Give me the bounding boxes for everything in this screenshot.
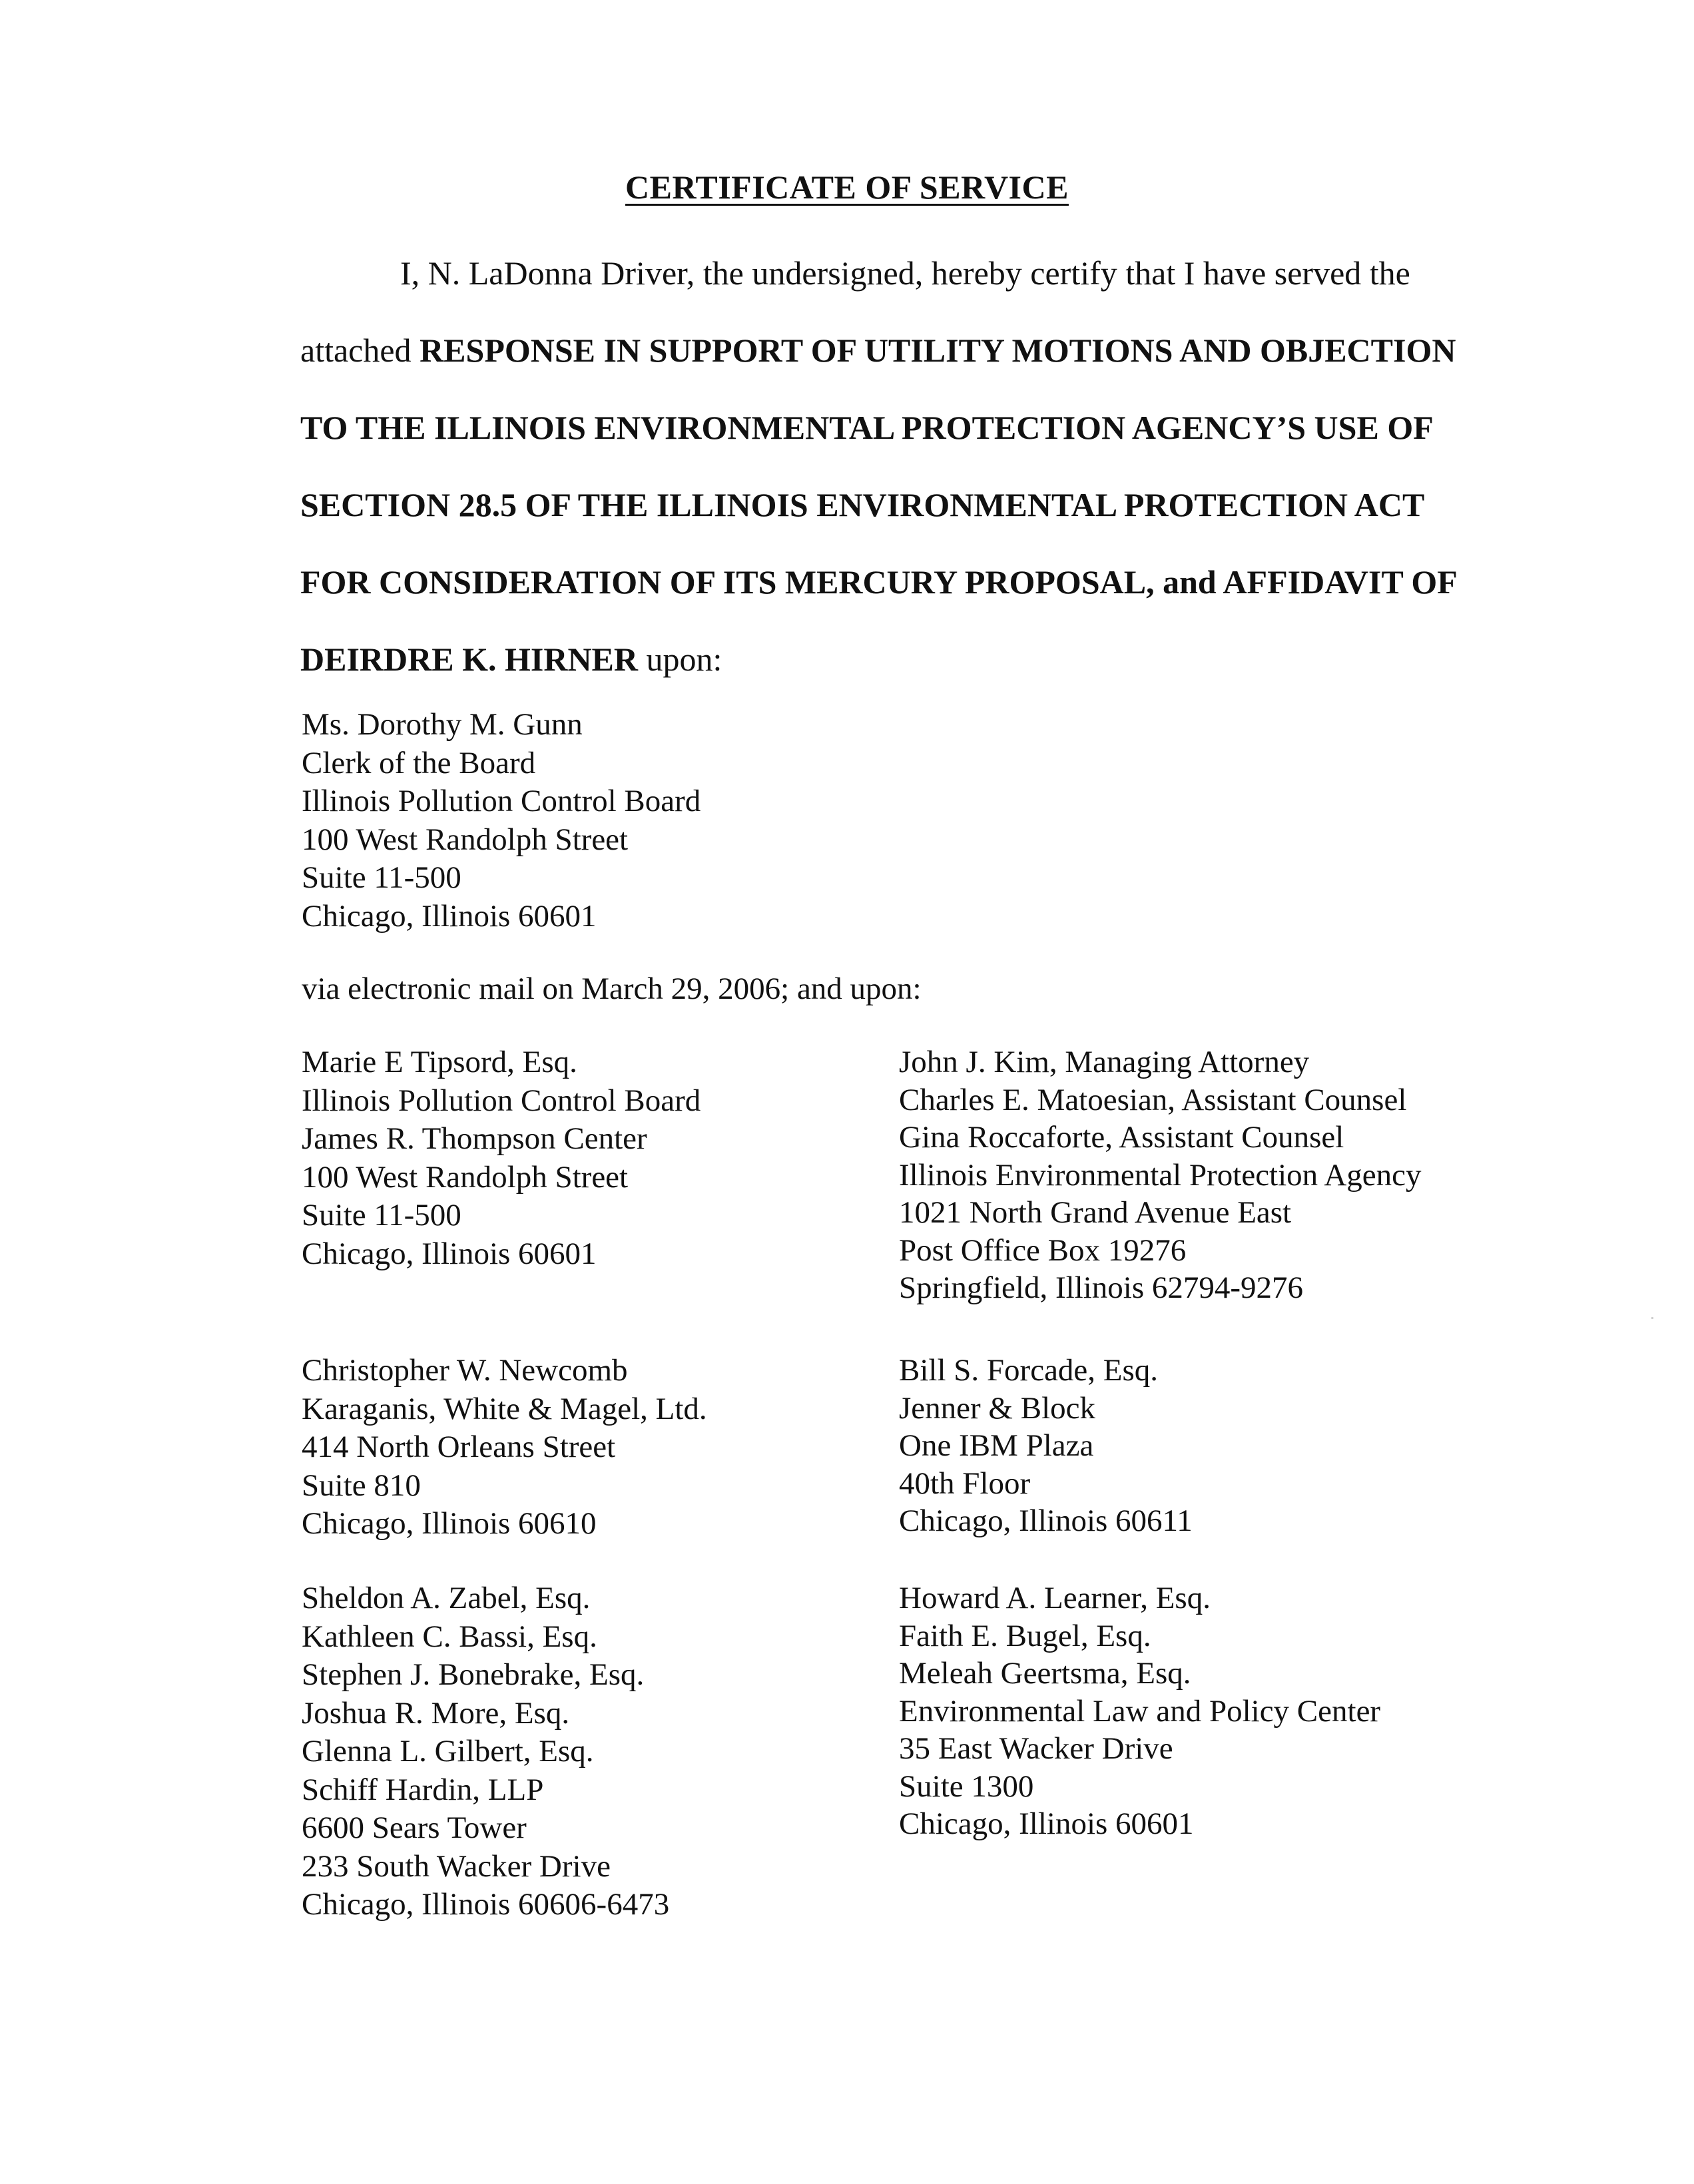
address-line: Chicago, Illinois 60606-6473 bbox=[302, 1887, 670, 1922]
address-line: Chicago, Illinois 60601 bbox=[899, 1806, 1194, 1841]
address-line: Christopher W. Newcomb bbox=[302, 1353, 628, 1388]
recipient-block-forcade bbox=[899, 1352, 1193, 1540]
address-line: Springfield, Illinois 62794-9276 bbox=[899, 1270, 1304, 1305]
scan-speck bbox=[1651, 1317, 1653, 1319]
recipient-block-zabel bbox=[302, 1579, 669, 1924]
address-line: Charles E. Matoesian, Assistant Counsel bbox=[899, 1082, 1407, 1117]
address-line: 1021 North Grand Avenue East bbox=[899, 1195, 1292, 1230]
intro-line-5 bbox=[300, 543, 1459, 621]
intro-line-4-bold: SECTION 28.5 OF THE ILLINOIS ENVIRONMENTAL PROTECTION ACT bbox=[300, 486, 1425, 523]
address-line: Chicago, Illinois 60610 bbox=[302, 1506, 597, 1541]
address-line: Joshua R. More, Esq. bbox=[302, 1695, 570, 1731]
address-line: Illinois Pollution Control Board bbox=[302, 1083, 701, 1118]
address-line: 414 North Orleans Street bbox=[302, 1430, 616, 1464]
address-line: Post Office Box 19276 bbox=[899, 1232, 1187, 1268]
recipient-block-iepa bbox=[899, 1043, 1422, 1307]
intro-line-3-bold: TO THE ILLINOIS ENVIRONMENTAL PROTECTION AGENCY’S USE OF bbox=[300, 409, 1434, 446]
intro-line-2-prefix: attached bbox=[300, 332, 420, 369]
address-line: 233 South Wacker Drive bbox=[302, 1848, 611, 1884]
address-line: 6600 Sears Tower bbox=[302, 1810, 527, 1845]
address-line: Howard A. Learner, Esq. bbox=[899, 1581, 1211, 1615]
address-line: Suite 11-500 bbox=[302, 1198, 461, 1232]
address-line: 40th Floor bbox=[899, 1466, 1031, 1501]
address-line: Chicago, Illinois 60601 bbox=[302, 1236, 597, 1271]
address-line: Illinois Pollution Control Board bbox=[302, 784, 701, 818]
address-line: Marie E Tipsord, Esq. bbox=[302, 1045, 577, 1079]
address-line: Meleah Geertsma, Esq. bbox=[899, 1656, 1191, 1691]
intro-line-5-bold: FOR CONSIDERATION OF ITS MERCURY PROPOSAL, and AFFIDAVIT OF bbox=[300, 563, 1458, 601]
address-line: Chicago, Illinois 60611 bbox=[899, 1503, 1193, 1538]
address-line: Stephen J. Bonebrake, Esq. bbox=[302, 1657, 645, 1692]
intro-line-6-bold: DEIRDRE K. HIRNER bbox=[300, 641, 639, 678]
address-line: Karaganis, White & Magel, Ltd. bbox=[302, 1391, 707, 1426]
document-title: CERTIFICATE OF SERVICE bbox=[625, 168, 1069, 206]
intro-line-1: I, N. LaDonna Driver, the undersigned, hereby certify that I have served the bbox=[400, 254, 1410, 292]
address-line: Kathleen C. Bassi, Esq. bbox=[302, 1619, 597, 1654]
address-line: Suite 11-500 bbox=[302, 860, 461, 895]
address-line: Bill S. Forcade, Esq. bbox=[899, 1353, 1159, 1388]
address-line: Clerk of the Board bbox=[302, 745, 536, 780]
service-method-text: via electronic mail on March 29, 2006; and upon: bbox=[302, 971, 922, 1006]
address-line: Faith E. Bugel, Esq. bbox=[899, 1618, 1151, 1653]
recipient-block-learner bbox=[899, 1579, 1380, 1843]
address-line: 100 West Randolph Street bbox=[302, 822, 629, 857]
address-line: James R. Thompson Center bbox=[302, 1121, 647, 1156]
address-line: Environmental Law and Policy Center bbox=[899, 1693, 1381, 1729]
address-line: Chicago, Illinois 60601 bbox=[302, 898, 597, 934]
address-line: Jenner & Block bbox=[899, 1390, 1095, 1426]
address-line: Schiff Hardin, LLP bbox=[302, 1772, 544, 1807]
intro-line-4 bbox=[300, 466, 1459, 543]
clerk-address-block bbox=[302, 706, 701, 936]
address-line: Suite 810 bbox=[302, 1468, 421, 1503]
address-line: Sheldon A. Zabel, Esq. bbox=[302, 1581, 591, 1615]
intro-line-6-suffix: upon: bbox=[638, 641, 722, 678]
address-line: 100 West Randolph Street bbox=[302, 1159, 629, 1195]
recipient-block-newcomb bbox=[302, 1352, 707, 1543]
certification-paragraph bbox=[300, 234, 1459, 698]
intro-line-2 bbox=[300, 312, 1459, 389]
intro-line-3 bbox=[300, 389, 1459, 466]
address-line: 35 East Wacker Drive bbox=[899, 1731, 1173, 1766]
address-line: Suite 1300 bbox=[899, 1769, 1034, 1804]
address-line: Illinois Environmental Protection Agency bbox=[899, 1157, 1422, 1193]
recipient-block-tipsord bbox=[302, 1043, 701, 1273]
intro-line-2-bold: RESPONSE IN SUPPORT OF UTILITY MOTIONS AND OBJECTION bbox=[420, 332, 1456, 369]
intro-line-6 bbox=[300, 621, 1459, 698]
address-line: Glenna L. Gilbert, Esq. bbox=[302, 1734, 594, 1769]
address-line: John J. Kim, Managing Attorney bbox=[899, 1045, 1310, 1079]
address-line: Gina Roccaforte, Assistant Counsel bbox=[899, 1120, 1344, 1155]
address-line: Ms. Dorothy M. Gunn bbox=[302, 707, 583, 742]
address-line: One IBM Plaza bbox=[899, 1428, 1094, 1463]
